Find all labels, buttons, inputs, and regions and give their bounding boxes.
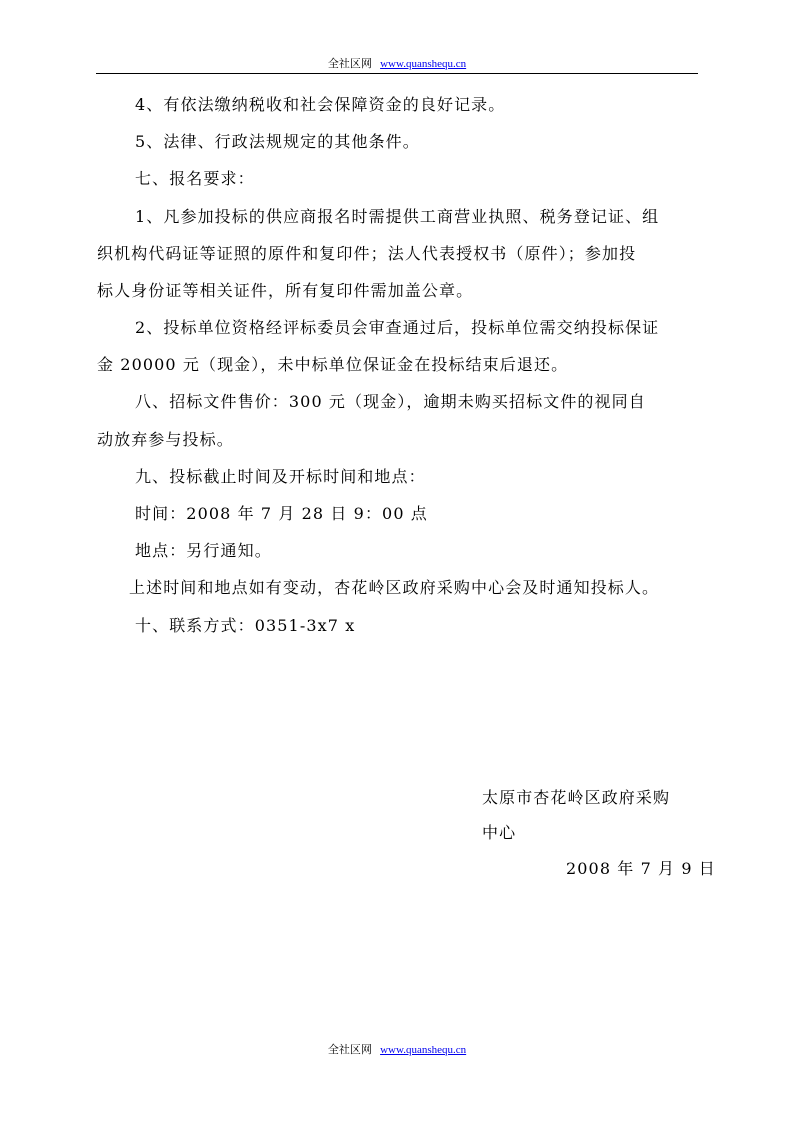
page-footer	[0, 1043, 794, 1057]
body-line-notice: 上述时间和地点如有变动，杏花岭区政府采购中心会及时通知投标人。	[129, 578, 660, 597]
footer-site-name: 全社区网	[327, 1044, 372, 1056]
body-line-2: 5、法律、行政法规规定的其他条件。	[135, 132, 420, 151]
body-line-location: 地点：另行通知。	[135, 541, 272, 560]
body-line-time: 时间：2008 年 7 月 28 日 9：00 点	[135, 504, 428, 523]
header-rule	[96, 73, 698, 74]
footer-site-link[interactable]: www.quanshequ.cn	[380, 1044, 467, 1056]
section-heading-contact: 十、联系方式：0351-3x7 x	[135, 616, 356, 635]
section-heading-registration: 七、报名要求：	[135, 169, 255, 188]
body-line-4: 1、凡参加投标的供应商报名时需提供工商营业执照、税务登记证、组	[135, 207, 660, 226]
section-heading-price: 八、招标文件售价：300 元（现金），逾期未购买招标文件的视同自	[135, 392, 646, 411]
body-line-7: 2、投标单位资格经评标委员会审查通过后，投标单位需交纳投标保证	[135, 318, 660, 337]
body-line-10: 动放弃参与投标。	[97, 430, 234, 449]
body-line-5: 织机构代码证等证照的原件和复印件；法人代表授权书（原件）；参加投	[97, 244, 637, 263]
header-site-link[interactable]: www.quanshequ.cn	[380, 58, 467, 70]
header-site-name: 全社区网	[327, 58, 372, 70]
body-line-1: 4、有依法缴纳税收和社会保障资金的良好记录。	[135, 95, 506, 114]
page-header	[0, 57, 794, 71]
signature-org-line2: 中心	[482, 823, 517, 842]
signature-date: 2008 年 7 月 9 日	[566, 859, 716, 878]
section-heading-deadline: 九、投标截止时间及开标时间和地点：	[135, 467, 426, 486]
signature-org-line1: 太原市杏花岭区政府采购	[482, 788, 671, 807]
body-line-6: 标人身份证等相关证件，所有复印件需加盖公章。	[97, 281, 474, 300]
body-line-8: 金 20000 元（现金），未中标单位保证金在投标结束后退还。	[97, 355, 569, 374]
